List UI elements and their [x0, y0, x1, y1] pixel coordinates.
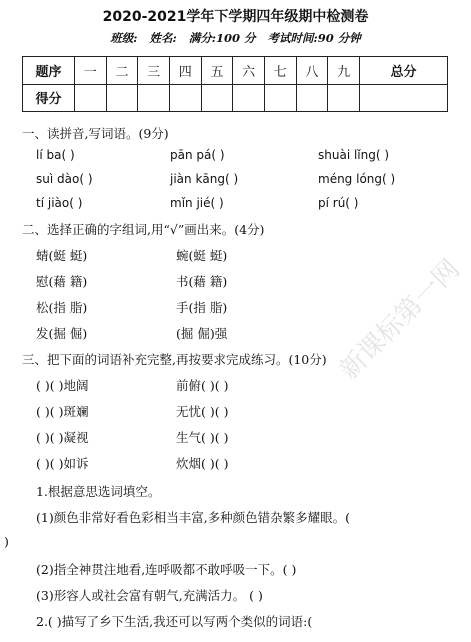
score-entry-cell[interactable]	[360, 84, 448, 112]
section-1-heading: 一、读拼音,写词语。(9分)	[22, 126, 169, 141]
word-choice-item: 发(掘 倔)	[36, 326, 88, 341]
score-entry-cell[interactable]	[106, 84, 138, 112]
word-choice-item: 慰(藉 籍)	[36, 274, 88, 289]
word-choice-item: 蜻(蜓 蜓)	[36, 248, 88, 263]
table-cell: 四	[169, 57, 201, 85]
table-cell: 一	[75, 57, 107, 85]
word-choice-item: 书(藉 籍)	[176, 274, 228, 289]
pinyin-item: lí ba( )	[36, 148, 75, 162]
word-choice-item: (掘 倔)强	[176, 326, 228, 341]
table-cell: 三	[138, 57, 170, 85]
question-1: 1.根据意思选词填空。	[36, 484, 161, 499]
fill-word-item: ( )( )地阔	[36, 378, 89, 393]
fill-word-item: ( )( )凝视	[36, 430, 89, 445]
table-cell: 八	[296, 57, 328, 85]
pinyin-item: pí rú( )	[318, 196, 359, 210]
full-score-label: 满分:100 分	[188, 31, 256, 45]
table-cell: 二	[106, 57, 138, 85]
fill-word-item: ( )( )如诉	[36, 456, 89, 471]
exam-title: 2020-2021学年下学期四年级期中检测卷	[102, 9, 369, 25]
table-cell: 总分	[360, 57, 448, 85]
table-cell: 六	[233, 57, 265, 85]
word-choice-item: 松(指 脂)	[36, 300, 88, 315]
score-entry-cell[interactable]	[169, 84, 201, 112]
score-entry-cell[interactable]	[296, 84, 328, 112]
watermark: 新课标第一网	[334, 253, 466, 386]
word-choice-item: 手(指 脂)	[176, 300, 228, 315]
question-1-1: (1)颜色非常好看色彩相当丰富,多种颜色错杂繁多耀眼。(	[36, 510, 351, 525]
section-3-heading: 三、把下面的词语补充完整,再按要求完成练习。(10分)	[22, 352, 327, 367]
question-1-1-close: )	[4, 534, 9, 549]
pinyin-item: mǐn jié( )	[170, 196, 224, 210]
pinyin-item: tí jiào( )	[36, 196, 83, 210]
class-label: 班级:	[110, 31, 138, 45]
fill-word-item: 生气( )( )	[176, 430, 229, 445]
score-entry-cell[interactable]	[201, 84, 233, 112]
question-2: 2.( )描写了乡下生活,我还可以写两个类似的词语:(	[36, 614, 313, 629]
score-entry-cell[interactable]	[328, 84, 360, 112]
pinyin-item: méng lóng( )	[318, 172, 396, 186]
fill-word-item: 无忧( )( )	[176, 404, 229, 419]
fill-word-item: ( )( )斑斓	[36, 404, 89, 419]
score-table-score-row	[23, 84, 448, 112]
pinyin-item: pān pá( )	[170, 148, 225, 162]
table-cell: 得分	[23, 84, 75, 112]
exam-time-label: 考试时间:90 分钟	[267, 31, 361, 45]
question-1-2: (2)指全神贯注地看,连呼吸都不敢呼吸一下。( )	[36, 562, 297, 577]
pinyin-item: shuài lǐng( )	[318, 148, 390, 162]
exam-info	[0, 30, 471, 46]
name-label: 姓名:	[149, 31, 177, 45]
score-table	[22, 56, 448, 112]
score-entry-cell[interactable]	[233, 84, 265, 112]
section-2-heading: 二、选择正确的字组词,用“√”画出来。(4分)	[22, 222, 265, 237]
pinyin-item: suì dào( )	[36, 172, 93, 186]
question-1-3: (3)形容人或社会富有朝气,充满活力。 ( )	[36, 588, 263, 603]
score-entry-cell[interactable]	[75, 84, 107, 112]
score-entry-cell[interactable]	[264, 84, 296, 112]
table-cell: 七	[264, 57, 296, 85]
table-cell: 五	[201, 57, 233, 85]
pinyin-item: jiàn kāng( )	[170, 172, 239, 186]
score-entry-cell[interactable]	[138, 84, 170, 112]
table-cell: 九	[328, 57, 360, 85]
fill-word-item: 前俯( )( )	[176, 378, 229, 393]
fill-word-item: 炊烟( )( )	[176, 456, 229, 471]
word-choice-item: 蜿(蜓 蜓)	[176, 248, 228, 263]
table-cell: 题序	[23, 57, 75, 85]
score-table-header-row	[23, 57, 448, 85]
